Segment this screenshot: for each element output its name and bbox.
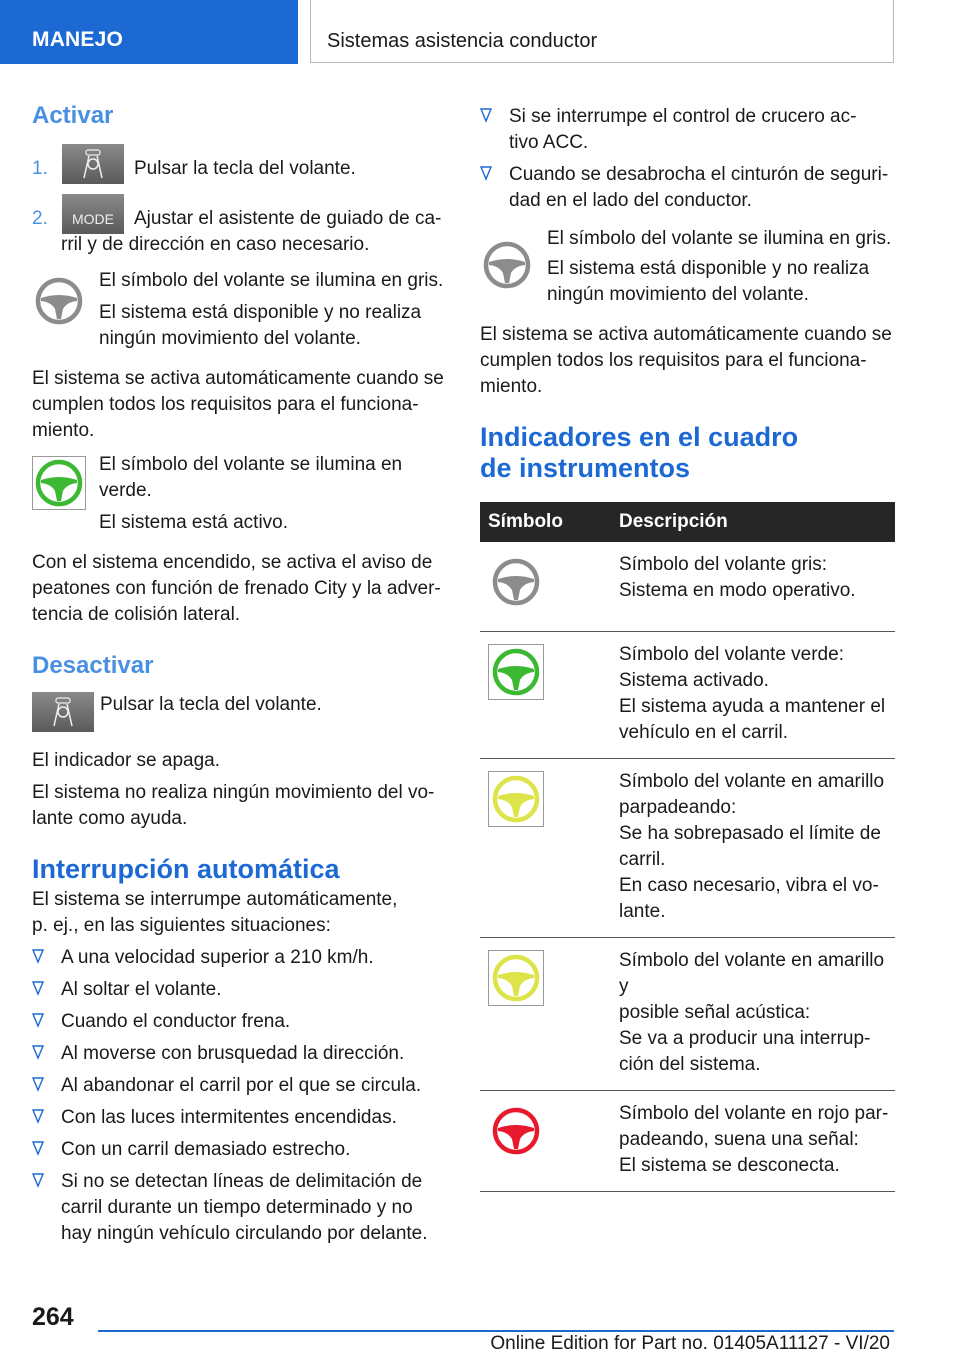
auto-activation-line3: miento.: [480, 376, 543, 397]
description-line: Símbolo del volante en amarillo: [619, 771, 885, 792]
steering-wheel-icon: [488, 950, 544, 1006]
indicator-off-line: El indicador se apaga.: [32, 750, 221, 771]
grey-symbol-line1: El símbolo del volante se ilumina en gris.: [99, 270, 444, 291]
triangle-bullet-icon: [480, 165, 492, 181]
list-item-text-line2: carril durante un tiempo determinado y no: [61, 1197, 413, 1218]
table-header-symbol: Símbolo: [480, 502, 619, 542]
interrupcion-heading: Interrupción automática: [32, 854, 340, 884]
list-item: [32, 945, 447, 971]
table-header-row: [480, 502, 895, 542]
auto-activation-line2: cumplen todos los requisitos para el funciona-: [32, 394, 419, 415]
list-item: [32, 1169, 447, 1247]
list-item-text: A una velocidad superior a 210 km/h.: [61, 947, 374, 968]
table-row: [480, 938, 895, 1091]
table-row: [480, 632, 895, 759]
indicator-table: [480, 502, 895, 1192]
description-line: Se ha sobrepasado el límite de: [619, 823, 881, 844]
triangle-bullet-icon: [32, 1076, 44, 1092]
triangle-bullet-icon: [32, 1172, 44, 1188]
description-line: vehículo en el carril.: [619, 722, 788, 743]
steering-button-icon: [62, 144, 124, 189]
footer-rule: [98, 1330, 894, 1332]
description-cell: [619, 938, 895, 1091]
description-cell: [619, 1091, 895, 1192]
green-symbol-note: [32, 452, 447, 538]
description-line: posible señal acústica:: [619, 1002, 811, 1023]
deactivate-step: [32, 692, 447, 736]
description-line: carril.: [619, 849, 666, 870]
steering-wheel-icon: [488, 644, 544, 700]
table-row: [480, 759, 895, 938]
list-item-text-line3: hay ningún vehículo circulando por delante.: [61, 1223, 428, 1244]
list-item: [480, 104, 896, 156]
steering-wheel-icon: [488, 1103, 544, 1159]
list-item: [32, 1073, 447, 1099]
triangle-bullet-icon: [32, 980, 44, 996]
triangle-bullet-icon: [32, 1108, 44, 1124]
desactivar-heading: Desactivar: [32, 652, 154, 679]
symbol-cell: [480, 759, 619, 938]
grey-symbol-note: [480, 226, 896, 312]
symbol-cell: [480, 632, 619, 759]
list-item: [32, 1041, 447, 1067]
steering-wheel-grey-icon: [34, 276, 84, 331]
triangle-bullet-icon: [32, 948, 44, 964]
list-item-text-line1: Si se interrumpe el control de crucero ac-: [509, 106, 857, 127]
city-warning-line1: Con el sistema encendido, se activa el aviso de: [32, 552, 433, 573]
list-item-text-line2: dad en el lado del conductor.: [509, 190, 752, 211]
auto-activation-line2: cumplen todos los requisitos para el funciona-: [480, 350, 867, 371]
step-2-number: 2.: [32, 208, 48, 229]
grey-symbol-line2a: El sistema está disponible y no realiza: [547, 258, 870, 279]
interrupcion-intro-line1: El sistema se interrumpe automáticamente,: [32, 889, 398, 910]
grey-symbol-line2b: ningún movimiento del volante.: [547, 284, 809, 305]
step-2: [32, 194, 447, 264]
step-2-text-line2: rril y de dirección en caso necesario.: [61, 234, 370, 255]
description-line: Se va a producir una interrup-: [619, 1028, 871, 1049]
list-item-text-line2: tivo ACC.: [509, 132, 589, 153]
grey-symbol-line2a: El sistema está disponible y no realiza: [99, 302, 422, 323]
grey-symbol-note: [32, 268, 447, 354]
step-1-text: Pulsar la tecla del volante.: [134, 158, 356, 179]
list-item: [480, 162, 896, 214]
grey-symbol-line2b: ningún movimiento del volante.: [99, 328, 361, 349]
interruption-bullet-list: [32, 945, 447, 1247]
description-line: Sistema en modo operativo.: [619, 580, 856, 601]
grey-symbol-line1: El símbolo del volante se ilumina en gris.: [547, 228, 892, 249]
steering-wheel-icon: [488, 554, 544, 610]
description-line: El sistema se desconecta.: [619, 1155, 840, 1176]
list-item: [32, 1137, 447, 1163]
no-steering-line-a: El sistema no realiza ningún movimiento del vo-: [32, 782, 435, 803]
steering-wheel-green-icon: [32, 456, 86, 515]
table-header-description: Descripción: [619, 502, 895, 542]
activar-heading: Activar: [32, 102, 114, 129]
description-line: Símbolo del volante gris:: [619, 554, 828, 575]
description-cell: [619, 542, 895, 632]
left-column: [32, 98, 447, 1247]
mode-button-icon: [62, 194, 124, 234]
description-line: padeando, suena una señal:: [619, 1129, 859, 1150]
triangle-bullet-icon: [480, 107, 492, 123]
header-section-label: MANEJO: [32, 28, 124, 51]
indicadores-heading-line1: Indicadores en el cuadro: [480, 422, 799, 452]
green-symbol-line2: El sistema está activo.: [99, 512, 289, 533]
header-chapter-label: Sistemas asistencia conductor: [327, 30, 598, 52]
city-warning-line3: tencia de colisión lateral.: [32, 604, 241, 625]
description-line: Símbolo del volante en amarillo y: [619, 950, 885, 997]
green-symbol-line1a: El símbolo del volante se ilumina en: [99, 454, 403, 475]
list-item: [32, 977, 447, 1003]
list-item-text-line1: Cuando se desabrocha el cinturón de seguri-: [509, 164, 889, 185]
description-line: El sistema ayuda a mantener el: [619, 696, 886, 717]
list-item-text: Al moverse con brusquedad la dirección.: [61, 1043, 405, 1064]
city-warning-line2: peatones con función de frenado City y la adver-: [32, 578, 441, 599]
triangle-bullet-icon: [32, 1012, 44, 1028]
auto-activation-line3: miento.: [32, 420, 95, 441]
description-line: Sistema activado.: [619, 670, 769, 691]
auto-activation-line1: El sistema se activa automáticamente cuando se: [32, 368, 444, 389]
steering-wheel-grey-icon: [482, 240, 532, 295]
list-item-text: Al soltar el volante.: [61, 979, 222, 1000]
symbol-cell: [480, 938, 619, 1091]
footer-edition: Online Edition for Part no. 01405A11127 - VI/20: [490, 1333, 890, 1354]
auto-activation-line1: El sistema se activa automáticamente cuando se: [480, 324, 892, 345]
list-item-text: Con un carril demasiado estrecho.: [61, 1139, 351, 1160]
triangle-bullet-icon: [32, 1044, 44, 1060]
page-number: 264: [32, 1303, 74, 1331]
step-1: [32, 144, 447, 186]
right-column: [480, 104, 896, 1192]
list-item-text: Cuando el conductor frena.: [61, 1011, 291, 1032]
description-line: En caso necesario, vibra el vo-: [619, 875, 879, 896]
header-section-tab: [0, 0, 298, 64]
description-line: lante.: [619, 901, 666, 922]
steering-wheel-icon: [488, 771, 544, 827]
steering-button-icon: [32, 692, 94, 737]
list-item-text-line1: Si no se detectan líneas de delimitación de: [61, 1171, 423, 1192]
triangle-bullet-icon: [32, 1140, 44, 1156]
description-line: parpadeando:: [619, 797, 737, 818]
list-item: [32, 1009, 447, 1035]
symbol-cell: [480, 1091, 619, 1192]
interrupcion-intro-line2: p. ej., en las siguientes situaciones:: [32, 915, 331, 936]
table-row: [480, 542, 895, 632]
description-line: Símbolo del volante verde:: [619, 644, 844, 665]
indicadores-heading-line2: de instrumentos: [480, 453, 691, 483]
step-1-number: 1.: [32, 158, 48, 179]
header-chapter-box: [310, 0, 894, 63]
description-line: ción del sistema.: [619, 1054, 761, 1075]
list-item-text: Con las luces intermitentes encendidas.: [61, 1107, 397, 1128]
symbol-cell: [480, 542, 619, 632]
list-item: [32, 1105, 447, 1131]
no-steering-line-b: lante como ayuda.: [32, 808, 188, 829]
deactivate-text: Pulsar la tecla del volante.: [100, 694, 322, 715]
description-line: Símbolo del volante en rojo par-: [619, 1103, 889, 1124]
green-symbol-line1b: verde.: [99, 480, 152, 501]
mode-button-label: MODE: [72, 211, 114, 227]
table-row: [480, 1091, 895, 1192]
list-item-text: Al abandonar el carril por el que se circula.: [61, 1075, 422, 1096]
step-2-text-line1: Ajustar el asistente de guiado de ca-: [134, 208, 442, 229]
description-cell: [619, 632, 895, 759]
description-cell: [619, 759, 895, 938]
